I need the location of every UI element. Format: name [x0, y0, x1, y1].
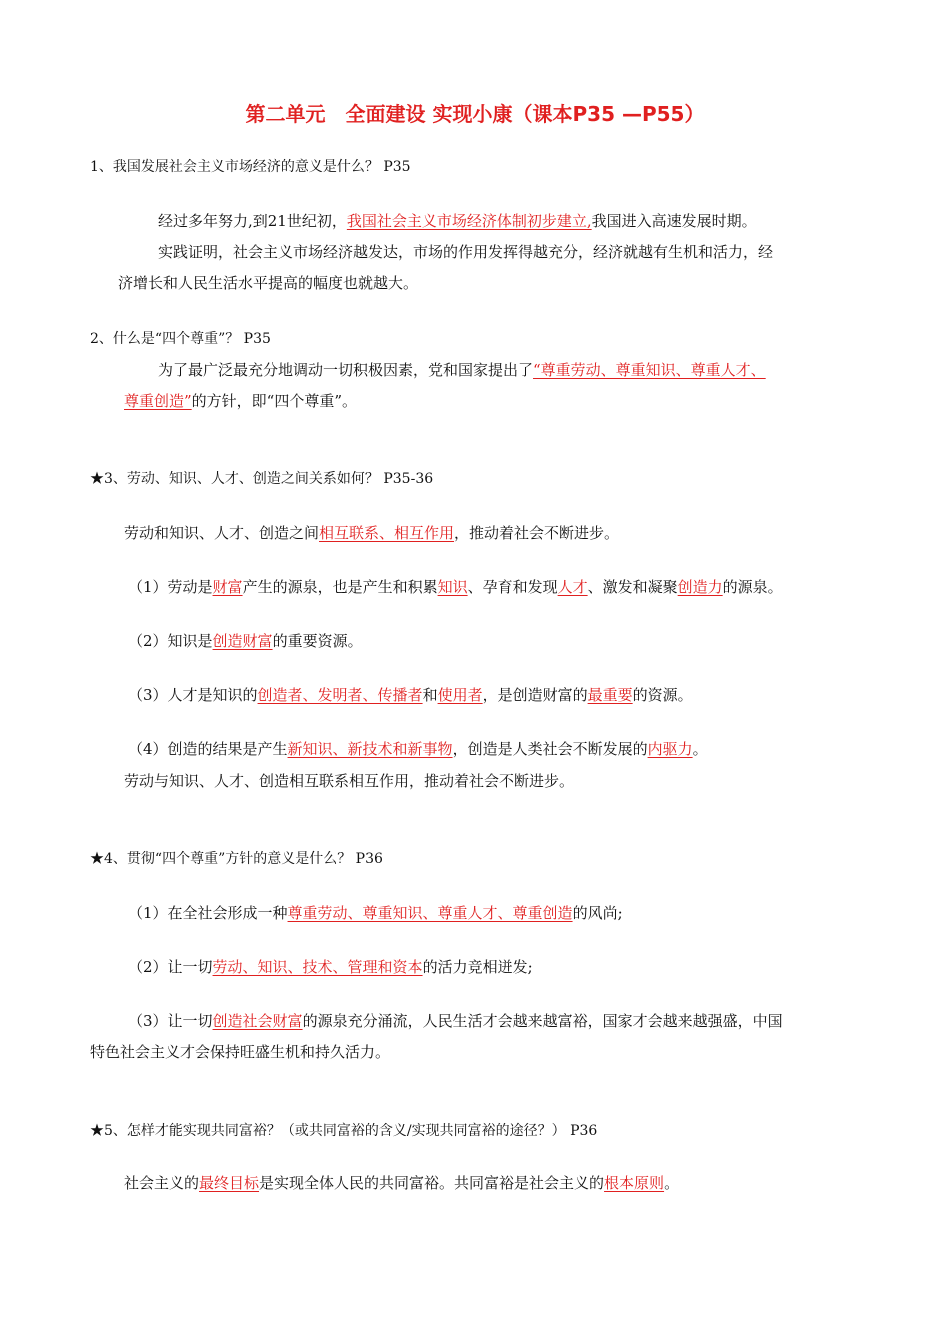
text: （4）创造的结果是产生	[128, 740, 288, 758]
text: 、孕育和发现	[467, 578, 558, 596]
q3-summary: 劳动与知识、人才、创造相互联系相互作用，推动着社会不断进步。	[124, 772, 575, 790]
q3-item-1	[128, 576, 783, 597]
text: 的源泉充分涌流，人民生活才会越来越富裕，国家才会越来越强盛，中国	[302, 1012, 783, 1030]
question-2-heading: 2、什么是“四个尊重”？ P35	[90, 331, 271, 347]
text: （1）劳动是	[128, 578, 213, 596]
highlight: 最重要	[587, 686, 633, 704]
highlight: 内驱力	[647, 740, 693, 758]
highlight: 尊重创造”	[124, 392, 192, 410]
highlight: 财富	[212, 578, 243, 596]
text: （3）人才是知识的	[128, 686, 258, 704]
text: 的源泉。	[722, 578, 783, 596]
text: 产生的源泉，也是产生和积累	[242, 578, 438, 596]
q4-item-3	[128, 1010, 783, 1031]
highlight: “尊重劳动、尊重知识、尊重人才、	[533, 361, 766, 379]
q3-item-3	[128, 684, 693, 705]
question-3-heading: ★3、劳动、知识、人才、创造之间关系如何？ P35-36	[90, 471, 434, 487]
text: ，推动着社会不断进步。	[454, 524, 620, 542]
text: （3）让一切	[128, 1012, 213, 1030]
q5-paragraph-1	[124, 1172, 679, 1193]
q1-paragraph-2-cont: 济增长和人民生活水平提高的幅度也就越大。	[118, 274, 419, 292]
text: （1）在全社会形成一种	[128, 904, 288, 922]
q4-item-1	[128, 902, 623, 923]
q2-paragraph-1	[158, 359, 766, 380]
q3-intro	[124, 522, 619, 543]
highlight: 创造力	[677, 578, 723, 596]
text: 和	[422, 686, 438, 704]
highlight: 尊重劳动、尊重知识、尊重人才、尊重创造	[287, 904, 573, 922]
text: （2）让一切	[128, 958, 213, 976]
text: （2）知识是	[128, 632, 213, 650]
question-5-heading: ★5、怎样才能实现共同富裕？（或共同富裕的含义/实现共同富裕的途径？） P36	[90, 1123, 598, 1139]
highlight: 人才	[557, 578, 588, 596]
highlight: 知识	[437, 578, 468, 596]
text: 社会主义的	[124, 1174, 200, 1192]
highlight: 使用者	[437, 686, 483, 704]
text: 为了最广泛最充分地调动一切积极因素，党和国家提出了	[158, 361, 534, 379]
highlight: 劳动、知识、技术、管理和资本	[212, 958, 423, 976]
text: 经过多年努力,到21世纪初，	[158, 212, 347, 230]
q4-item-2	[128, 956, 533, 977]
highlight: 最终目标	[199, 1174, 260, 1192]
q3-item-2	[128, 630, 363, 651]
q3-item-4	[128, 738, 708, 759]
text: 的风尚;	[572, 904, 623, 922]
highlight: 相互联系、相互作用	[319, 524, 455, 542]
highlight: 新知识、新技术和新事物	[287, 740, 453, 758]
text: 。	[664, 1174, 680, 1192]
highlight: 创造社会财富	[212, 1012, 303, 1030]
text: 是实现全体人民的共同富裕。共同富裕是社会主义的	[259, 1174, 605, 1192]
text: 的活力竞相迸发;	[422, 958, 533, 976]
text: 劳动和知识、人才、创造之间	[124, 524, 320, 542]
q1-paragraph-2: 实践证明，社会主义市场经济越发达，市场的作用发挥得越充分，经济就越有生机和活力，经	[158, 243, 774, 261]
text: ，是创造财富的	[482, 686, 588, 704]
highlight: 创造者、发明者、传播者	[257, 686, 423, 704]
text: 的重要资源。	[272, 632, 363, 650]
page-title: 第二单元 全面建设 实现小康（课本P35 —P55）	[245, 102, 705, 126]
question-1-heading: 1、我国发展社会主义市场经济的意义是什么？ P35	[90, 159, 411, 175]
highlight: 我国社会主义市场经济体制初步建立,	[346, 212, 592, 230]
q2-paragraph-1-cont	[124, 390, 357, 411]
text: ，创造是人类社会不断发展的	[452, 740, 648, 758]
text: 、激发和凝聚	[587, 578, 678, 596]
text: 我国进入高速发展时期。	[591, 212, 757, 230]
text: 的方针，即“四个尊重”。	[191, 392, 358, 410]
question-4-heading: ★4、贯彻“四个尊重”方针的意义是什么？ P36	[90, 851, 383, 867]
highlight: 创造财富	[212, 632, 273, 650]
text: 的资源。	[632, 686, 693, 704]
highlight: 根本原则	[604, 1174, 665, 1192]
q4-item-3-cont: 特色社会主义才会保持旺盛生机和持久活力。	[90, 1043, 391, 1061]
q1-paragraph-1	[158, 210, 757, 231]
text: 。	[692, 740, 708, 758]
